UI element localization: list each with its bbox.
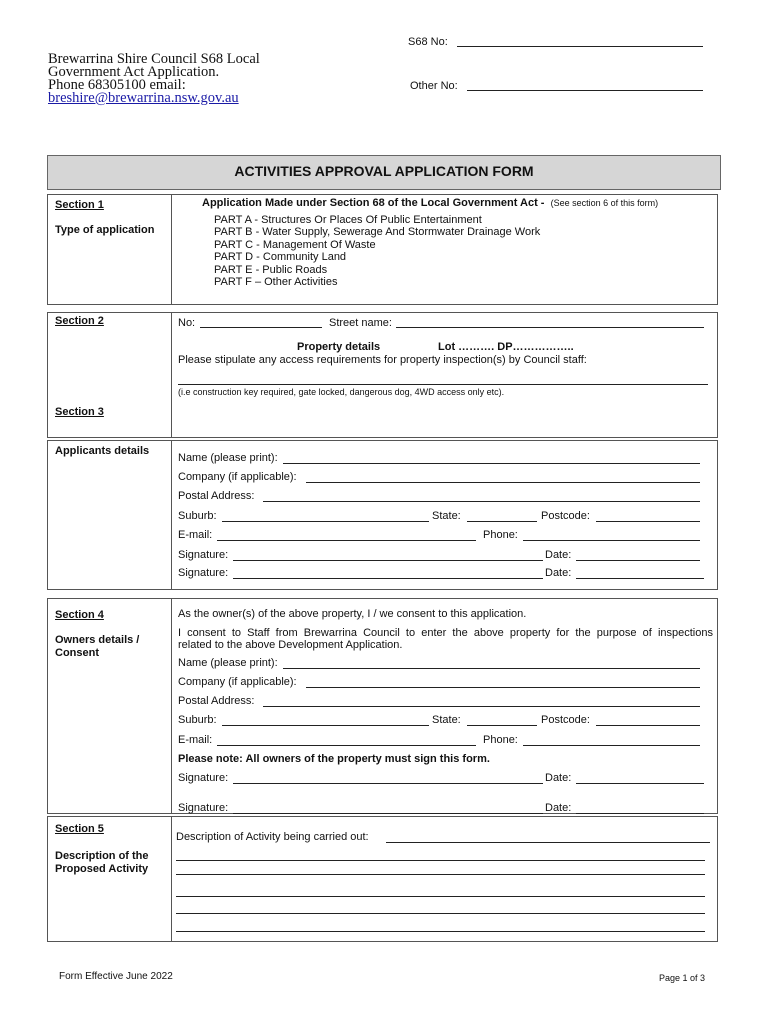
applicant-date-2-field[interactable] bbox=[576, 578, 704, 579]
owner-postal-field[interactable] bbox=[263, 706, 700, 707]
owner-email-label: E-mail: bbox=[178, 734, 213, 746]
part-a-option[interactable]: PART A - Structures Or Places Of Public Entertainment bbox=[214, 214, 482, 226]
section-1-title bbox=[202, 197, 658, 209]
owner-name-label: Name (please print): bbox=[178, 657, 278, 669]
form-effective-date: Form Effective June 2022 bbox=[59, 971, 173, 982]
property-details-label: Property details bbox=[297, 341, 381, 353]
owner-signature-2-field[interactable] bbox=[233, 813, 543, 814]
owner-consent-statement: As the owner(s) of the above property, I / we consent to this application. bbox=[178, 608, 527, 620]
council-line-1: Brewarrina Shire Council S68 Local bbox=[48, 51, 260, 67]
part-c-option[interactable]: PART C - Management Of Waste bbox=[214, 238, 376, 251]
property-no-label: No: bbox=[178, 317, 196, 329]
section-4-subheading-2: Consent bbox=[55, 647, 99, 659]
owner-phone-label: Phone: bbox=[483, 734, 518, 746]
applicant-state-field[interactable] bbox=[467, 521, 537, 522]
council-line-2: Government Act Application. bbox=[48, 64, 220, 80]
owner-postcode-label: Postcode: bbox=[541, 714, 590, 726]
owner-state-field[interactable] bbox=[467, 725, 537, 726]
applicant-postcode-field[interactable] bbox=[596, 521, 700, 522]
activity-description-field-1[interactable] bbox=[386, 842, 710, 843]
access-example-note: (i.e construction key required, gate locked, dangerous dog, 4WD access only etc). bbox=[178, 387, 505, 397]
part-e-option[interactable]: PART E - Public Roads bbox=[214, 263, 328, 276]
activity-description-field-2[interactable] bbox=[176, 860, 705, 861]
applicant-company-label: Company (if applicable): bbox=[178, 471, 297, 483]
council-line-3: Phone 68305100 email: bbox=[48, 77, 186, 93]
section-4-divider bbox=[171, 598, 172, 813]
owner-date-2-label: Date: bbox=[545, 802, 572, 814]
council-email-link[interactable]: breshire@brewarrina.nsw.gov.au bbox=[48, 90, 239, 106]
section-4-subheading-1: Owners details / bbox=[55, 634, 140, 646]
section-3-divider bbox=[171, 440, 172, 589]
applicant-phone-field[interactable] bbox=[523, 540, 700, 541]
owner-company-field[interactable] bbox=[306, 687, 700, 688]
s68-no-field[interactable] bbox=[457, 46, 703, 47]
activity-description-field-4[interactable] bbox=[176, 896, 705, 897]
owner-signature-1-label: Signature: bbox=[178, 772, 229, 784]
applicant-postal-label: Postal Address: bbox=[178, 490, 255, 502]
activity-description-label: Description of Activity being carried out: bbox=[176, 831, 369, 843]
owner-suburb-field[interactable] bbox=[222, 725, 429, 726]
other-no-field[interactable] bbox=[467, 90, 703, 91]
section-5-subheading-2: Proposed Activity bbox=[55, 863, 149, 875]
applicant-signature-1-label: Signature: bbox=[178, 549, 229, 561]
applicant-date-2-label: Date: bbox=[545, 567, 572, 579]
section-2-box bbox=[47, 312, 718, 438]
staff-entry-consent-line-2: related to the above Development Application. bbox=[178, 639, 403, 651]
applicant-postal-field[interactable] bbox=[263, 501, 700, 502]
owner-name-field[interactable] bbox=[283, 668, 700, 669]
part-d-option[interactable]: PART D - Community Land bbox=[214, 251, 347, 264]
applicant-name-label: Name (please print): bbox=[178, 452, 278, 464]
activity-description-field-5[interactable] bbox=[176, 913, 705, 914]
other-no-label: Other No: bbox=[410, 80, 458, 92]
street-name-label: Street name: bbox=[329, 317, 392, 329]
owner-postcode-field[interactable] bbox=[596, 725, 700, 726]
section-3-subheading: Applicants details bbox=[55, 445, 150, 457]
section-3-heading: Section 3 bbox=[55, 406, 104, 418]
owner-signature-1-field[interactable] bbox=[233, 783, 543, 784]
owners-sign-note: Please note: All owners of the property must sign this form. bbox=[178, 753, 490, 765]
section-4-heading: Section 4 bbox=[55, 609, 104, 621]
applicant-signature-2-field[interactable] bbox=[233, 578, 543, 579]
activity-description-field-6[interactable] bbox=[176, 931, 705, 932]
section-5-subheading-1: Description of the bbox=[55, 850, 149, 862]
owner-company-label: Company (if applicable): bbox=[178, 676, 297, 688]
section-1-divider bbox=[171, 194, 172, 304]
owner-phone-field[interactable] bbox=[523, 745, 700, 746]
owner-postal-label: Postal Address: bbox=[178, 695, 255, 707]
applicant-postcode-label: Postcode: bbox=[541, 510, 590, 522]
applicant-signature-1-field[interactable] bbox=[233, 560, 543, 561]
page-number: Page 1 of 3 bbox=[659, 973, 706, 983]
owner-date-1-field[interactable] bbox=[576, 783, 704, 784]
staff-entry-consent-line-1: I consent to Staff from Brewarrina Council to enter the above property for the purpose of inspections bbox=[178, 627, 713, 639]
lot-dp-field[interactable]: Lot ………. DP…………….. bbox=[438, 341, 574, 353]
section-2-divider bbox=[171, 312, 172, 437]
street-name-field[interactable] bbox=[396, 327, 704, 328]
applicant-date-1-label: Date: bbox=[545, 549, 572, 561]
owner-state-label: State: bbox=[432, 714, 461, 726]
applicant-phone-label: Phone: bbox=[483, 529, 518, 541]
section-2-heading: Section 2 bbox=[55, 315, 104, 327]
activity-description-field-3[interactable] bbox=[176, 874, 705, 875]
council-header bbox=[48, 53, 260, 105]
section-1-heading: Section 1 bbox=[55, 199, 104, 211]
applicant-signature-2-label: Signature: bbox=[178, 567, 229, 579]
access-requirements-label: Please stipulate any access requirements for property inspection(s) by Council staff: bbox=[178, 354, 587, 366]
owner-email-field[interactable] bbox=[217, 745, 476, 746]
section-5-divider bbox=[171, 816, 172, 941]
property-no-field[interactable] bbox=[200, 327, 322, 328]
part-b-option[interactable]: PART B - Water Supply, Sewerage And Stormwater Drainage Work bbox=[214, 226, 541, 239]
owner-suburb-label: Suburb: bbox=[178, 714, 217, 726]
applicant-company-field[interactable] bbox=[306, 482, 700, 483]
owner-date-2-field[interactable] bbox=[576, 813, 704, 814]
section-5-box bbox=[47, 816, 718, 942]
section-5-heading: Section 5 bbox=[55, 823, 104, 835]
form-title: ACTIVITIES APPROVAL APPLICATION FORM bbox=[234, 163, 534, 179]
applicant-email-field[interactable] bbox=[217, 540, 476, 541]
applicant-suburb-field[interactable] bbox=[222, 521, 429, 522]
section-1-title-bold: Application Made under Section 68 of the Local Government Act - bbox=[202, 197, 545, 209]
s68-no-label: S68 No: bbox=[408, 36, 448, 48]
section-1-subheading: Type of application bbox=[55, 224, 155, 236]
access-requirements-field[interactable] bbox=[178, 384, 708, 385]
applicant-state-label: State: bbox=[432, 510, 461, 522]
section-1-parts-list bbox=[214, 214, 540, 288]
owner-signature-2-label: Signature: bbox=[178, 802, 229, 814]
section-1-title-note: (See section 6 of this form) bbox=[550, 198, 659, 208]
applicant-email-label: E-mail: bbox=[178, 529, 213, 541]
applicant-date-1-field[interactable] bbox=[576, 560, 700, 561]
applicant-name-field[interactable] bbox=[283, 463, 700, 464]
owner-date-1-label: Date: bbox=[545, 772, 572, 784]
form-title-bar bbox=[47, 155, 721, 190]
part-f-option[interactable]: PART F – Other Activities bbox=[214, 276, 338, 289]
applicant-suburb-label: Suburb: bbox=[178, 510, 217, 522]
